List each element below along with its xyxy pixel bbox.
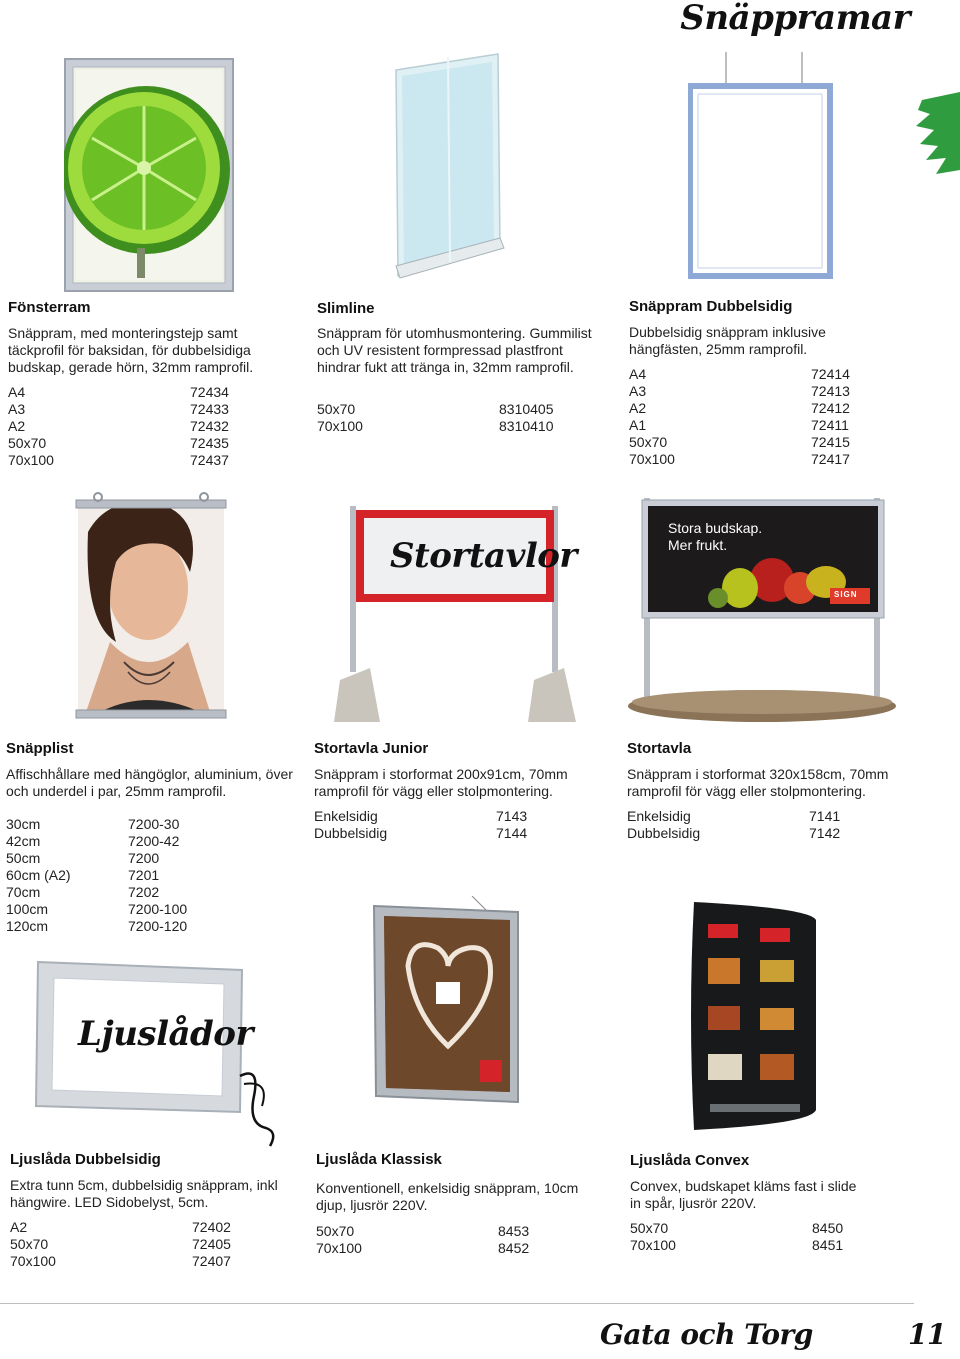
stortavla-junior-image — [320, 500, 588, 722]
spec-row: 70cm 7202 — [6, 884, 160, 900]
product-title-ljuslada-klassisk: Ljuslåda Klassisk — [316, 1151, 442, 1168]
spec-row: 60cm (A2) 7201 — [6, 867, 160, 883]
page-number: 11 — [908, 1318, 946, 1351]
spec-row: 70x100 72417 — [629, 451, 850, 467]
spec-row: A3 72413 — [629, 383, 850, 399]
product-title-stortavla-junior: Stortavla Junior — [314, 740, 429, 757]
section-title-stortavlor: Stortavlor — [390, 536, 577, 576]
spec-row: 50x70 72415 — [629, 434, 850, 450]
section-title-ljuslador: Ljuslådor — [78, 1014, 253, 1054]
spec-row: A1 72411 — [629, 417, 849, 433]
slimline-image — [388, 52, 506, 284]
spec-list-snapplist — [6, 816, 256, 935]
spec-list-ljuslada-convex — [630, 1220, 880, 1254]
spec-list-slimline — [317, 401, 577, 435]
product-desc-stortavla: Snäppram i storformat 320x158cm, 70mm ramprofil för vägg eller stolpmontering. — [627, 766, 889, 799]
spec-list-ljuslada-klassisk — [316, 1223, 566, 1257]
product-desc-ljuslada-convex: Convex, budskapet kläms fast i slide in spår, ljusrör 220V. — [630, 1178, 857, 1211]
stortavla-ad-brand: SIGN — [834, 590, 858, 599]
spec-row: 50cm 7200 — [6, 850, 160, 866]
spec-row: 100cm 7200-100 — [6, 901, 188, 917]
product-desc-snappram-dubbelsidig: Dubbelsidig snäppram inklusive hängfästen, 25mm ramprofil. — [629, 324, 826, 357]
product-desc-ljuslada-dubbelsidig: Extra tunn 5cm, dubbelsidig snäppram, inkl hängwire. LED Sidobelyst, 5cm. — [10, 1177, 278, 1210]
stortavla-ad-line1: Stora budskap. — [668, 520, 763, 536]
spec-row: Enkelsidig 7141 — [627, 808, 841, 824]
page-title: Snäppramar — [680, 0, 910, 38]
spec-row: 50x70 8310405 — [317, 401, 554, 417]
product-title-slimline: Slimline — [317, 300, 375, 317]
footer-divider — [0, 1303, 914, 1304]
spec-row: A2 72412 — [629, 400, 850, 416]
spec-row: 70x100 8451 — [630, 1237, 844, 1253]
stortavla-image — [622, 494, 904, 726]
ljuslada-dubbelsidig-image — [34, 956, 278, 1152]
product-desc-slimline: Snäppram för utomhusmontering. Gummilist och UV resistent formpressad plastfront hindrar fukt att tränga in, 32mm ramprofil. — [317, 325, 592, 375]
product-title-snappram-dubbelsidig: Snäppram Dubbelsidig — [629, 298, 793, 315]
product-title-ljuslada-convex: Ljuslåda Convex — [630, 1152, 750, 1169]
spec-row: 120cm 7200-120 — [6, 918, 188, 934]
spec-row: Dubbelsidig 7144 — [314, 825, 528, 841]
spec-row: Enkelsidig 7143 — [314, 808, 528, 824]
fonsterram-image — [64, 58, 234, 292]
spec-row: 50x70 72435 — [8, 435, 229, 451]
spec-row: A4 72434 — [8, 384, 229, 400]
spec-list-fonsterram — [8, 384, 248, 469]
spec-row: Dubbelsidig 7142 — [627, 825, 841, 841]
spec-row: 50x70 8453 — [316, 1223, 530, 1239]
spec-row: 70x100 8310410 — [317, 418, 554, 434]
spec-list-snappram-dubbelsidig — [629, 366, 879, 468]
snapplist-image — [70, 492, 230, 726]
product-desc-stortavla-junior: Snäppram i storformat 200x91cm, 70mm ramprofil för vägg eller stolpmontering. — [314, 766, 568, 799]
spec-row: 70x100 72407 — [10, 1253, 231, 1269]
spec-list-ljuslada-dubbelsidig — [10, 1219, 260, 1270]
product-desc-ljuslada-klassisk: Konventionell, enkelsidig snäppram, 10cm djup, ljusrör 220V. — [316, 1180, 579, 1213]
spec-row: 70x100 8452 — [316, 1240, 530, 1256]
stortavla-ad-line2: Mer frukt. — [668, 537, 728, 553]
green-brush-accent — [916, 88, 960, 178]
product-desc-fonsterram: Snäppram, med monteringstejp samt täckprofil för baksidan, för dubbelsidiga budskap, gerade hörn, 32mm ramprofil. — [8, 325, 254, 375]
spec-list-stortavla — [627, 808, 887, 842]
ljuslada-convex-image — [690, 898, 820, 1134]
spec-row: 50x70 8450 — [630, 1220, 844, 1236]
spec-row: A2 72432 — [8, 418, 229, 434]
snappram-dubbelsidig-image — [688, 52, 834, 280]
spec-row: 70x100 72437 — [8, 452, 229, 468]
spec-row: A2 72402 — [10, 1219, 231, 1235]
ljuslada-klassisk-image — [368, 896, 526, 1106]
spec-row: 30cm 7200-30 — [6, 816, 180, 832]
spec-row: 50x70 72405 — [10, 1236, 231, 1252]
spec-row: 42cm 7200-42 — [6, 833, 180, 849]
product-title-ljuslada-dubbelsidig: Ljuslåda Dubbelsidig — [10, 1151, 161, 1168]
product-title-snapplist: Snäpplist — [6, 740, 74, 757]
product-title-stortavla: Stortavla — [627, 740, 692, 757]
footer-title: Gata och Torg — [600, 1318, 813, 1351]
spec-list-stortavla-junior — [314, 808, 574, 842]
product-title-fonsterram: Fönsterram — [8, 299, 91, 316]
product-desc-snapplist: Affischhållare med hängöglor, aluminium, över och underdel i par, 25mm ramprofil. — [6, 766, 293, 799]
spec-row: A4 72414 — [629, 366, 850, 382]
spec-row: A3 72433 — [8, 401, 229, 417]
